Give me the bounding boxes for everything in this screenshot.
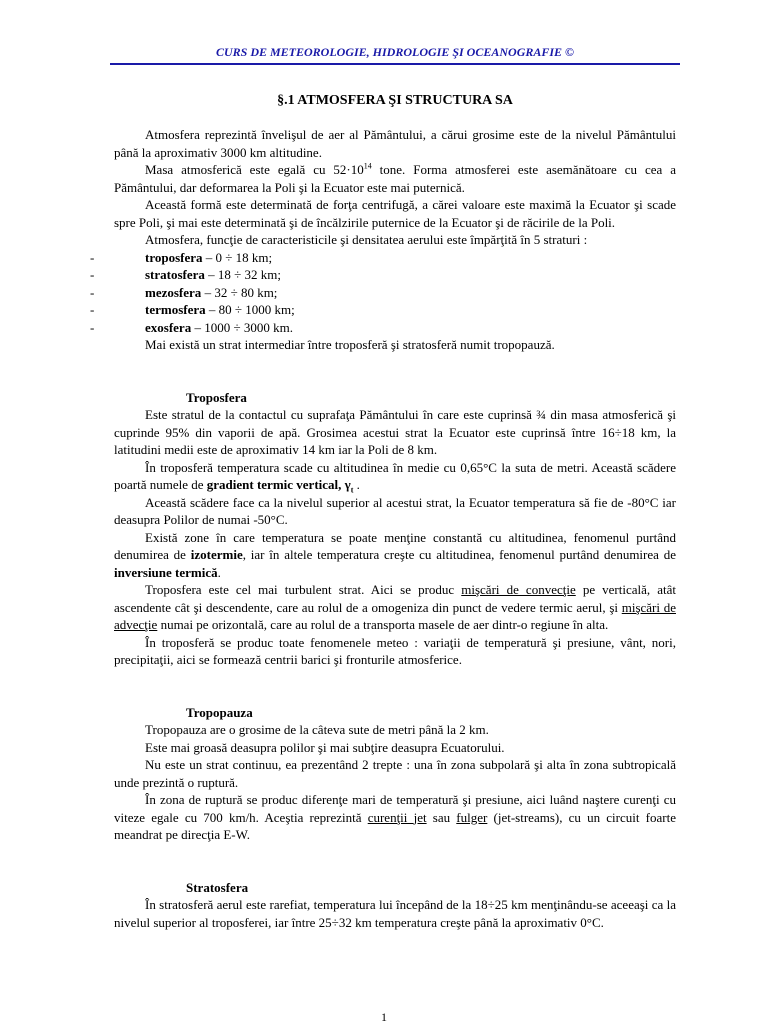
bold-term: gradient termic vertical, γ <box>206 477 351 492</box>
underlined-term: mişcări de advecţie <box>114 599 676 632</box>
layer-name: termosfera <box>145 302 206 317</box>
text-run: Există zone în care temperatura se poate menţine constantă cu altitudinea, fenomenul purtând denumirea de <box>114 529 676 562</box>
text-run: În zona de ruptură se produc diferenţe mari de temperatură şi presiune, aici luând naştere curenţi cu viteze egale cu 700 km/h. Aceştia reprezintă <box>114 792 676 825</box>
text-run: Troposfera este cel mai turbulent strat. Aici se produc <box>145 582 462 597</box>
paragraph <box>114 791 676 844</box>
layer-name: mezosfera <box>145 284 202 300</box>
subscript: t <box>350 485 354 495</box>
paragraph: Atmosfera, funcţie de caracteristicile şi densitatea aerului este împărţită în 5 straturi : <box>145 232 588 247</box>
paragraph: În troposferă se produc toate fenomenele meteo : variaţii de temperatură şi presiune, vânt, nori, precipitaţii, aici se formează centrii barici şi fronturile atmosferice. <box>114 634 676 667</box>
bold-term: izotermie <box>190 547 243 562</box>
paragraph: Mai există un strat intermediar între troposferă şi stratosferă numit tropopauză. <box>145 337 555 352</box>
text-run: , iar în altele temperatura creşte cu altitudinea, fenomenul purtând denumirea de <box>242 547 676 562</box>
list-item: - stratosfera – 18 ÷ 32 km; <box>90 267 282 282</box>
underlined-term: curenţii jet <box>367 809 427 825</box>
layer-range: – 18 ÷ 32 km; <box>204 267 282 282</box>
header-title: CURS DE METEOROLOGIE, HIDROLOGIE ŞI OCEANOGRAFIE © <box>215 45 575 59</box>
paragraph: Este mai groasă deasupra polilor şi mai subţire deasupra Ecuatorului. <box>145 739 505 755</box>
layer-range: – 1000 ÷ 3000 km. <box>191 319 293 335</box>
paragraph: Nu este un strat continuu, ea prezentând 2 trepte : una în zona subpolară şi alta în zona subtropicală unde prezintă o ruptură. <box>114 757 676 790</box>
layer-name: exosfera <box>145 319 192 335</box>
paragraph: Este stratul de la contactul cu suprafaţa Pământului în care este cuprinsă ¾ din masa atmosferică şi cuprinde 95% din vaporii de apă. Grosimea acestui strat la Ecuator este cuprinsă între 16÷18 km, la latitudini medii este de aproximativ 14 km iar la Poli de 8 km. <box>114 407 676 457</box>
layer-range: – 80 ÷ 1000 km; <box>205 302 295 317</box>
layer-list <box>90 249 676 337</box>
layer-range: – 0 ÷ 18 km; <box>202 249 273 265</box>
paragraph: În stratosferă aerul este rarefiat, temperatura lui începând de la 18÷25 km menţinându-se aceeaşi ca la nivelul superior al troposferei, iar între 25÷32 km temperatura creşte până la aproximativ 0°C. <box>114 897 676 930</box>
header-rule <box>110 63 680 65</box>
text-run: sau <box>426 809 457 825</box>
layer-name: troposfera <box>145 249 203 265</box>
paragraph: Această scădere face ca la nivelul superior al acestui strat, la Ecuator temperatura să fie de -80°C iar deasupra Polilor de numai -50°C. <box>114 494 676 527</box>
layer-name: stratosfera <box>145 267 205 282</box>
text-run: pe verticală, atât ascendente cât şi descendente, care au rolul de a omogeniza din punct de vedere termic aerul, şi <box>114 582 676 615</box>
subsection-title-tropopauza: Tropopauza <box>186 704 253 720</box>
text-run: În troposferă temperatura scade cu altitudinea în medie cu 0,65°C la suta de metri. Această scădere poartă numele de <box>114 459 676 492</box>
text-run: . <box>353 477 360 492</box>
text-run: Masa atmosferică este egală cu 52·10 <box>145 162 364 177</box>
text-run: tone. Forma atmosferei este asemănătoare cu cea a Pământului, dar deformarea la Poli şi la Ecuator este mai puternică. <box>114 162 676 195</box>
section-title: §.1 ATMOSFERA ŞI STRUCTURA SA <box>277 93 513 108</box>
layer-range: – 32 ÷ 80 km; <box>201 284 278 300</box>
page-number: 1 <box>381 1010 387 1024</box>
paragraph: Atmosfera reprezintă învelişul de aer al Pământului, a cărui grosime este de la nivelul Pământului până la aproximativ 3000 km altitudine. <box>114 127 676 160</box>
subsection-title-troposfera: Troposfera <box>186 389 247 405</box>
list-item: - troposfera – 0 ÷ 18 km; <box>90 249 273 265</box>
underlined-term: fulger <box>456 809 488 825</box>
text-run: numai pe orizontală, care au rolul de a transporta masele de aer dintr-o regiune în alta. <box>157 617 609 632</box>
paragraph <box>114 161 676 196</box>
paragraph: Această formă este determinată de forţa centrifugă, a cărei valoare este maximă la Ecuator şi scade spre Poli, şi mai este determinată şi de încălzirile puternice de la Ecuator şi de răcirile de la Poli. <box>114 197 676 230</box>
paragraph: Tropopauza are o grosime de la câteva sute de metri până la 2 km. <box>145 722 489 737</box>
document-body <box>90 126 676 931</box>
list-item: - exosfera – 1000 ÷ 3000 km. <box>90 319 293 335</box>
paragraph <box>114 529 676 582</box>
subsection-title-stratosfera: Stratosfera <box>186 879 249 895</box>
text-run: . <box>217 564 221 580</box>
document-header <box>110 44 680 60</box>
bold-term: inversiune termică <box>114 564 218 580</box>
list-item: - termosfera – 80 ÷ 1000 km; <box>90 302 295 317</box>
underlined-term: mişcări de convecţie <box>461 582 576 597</box>
superscript: 14 <box>363 161 372 171</box>
paragraph <box>114 581 676 634</box>
text-run: (jet-streams), cu un circuit foarte meandrat pe direcţia E-W. <box>114 809 676 842</box>
paragraph <box>114 459 676 494</box>
list-item: - mezosfera – 32 ÷ 80 km; <box>90 284 278 300</box>
